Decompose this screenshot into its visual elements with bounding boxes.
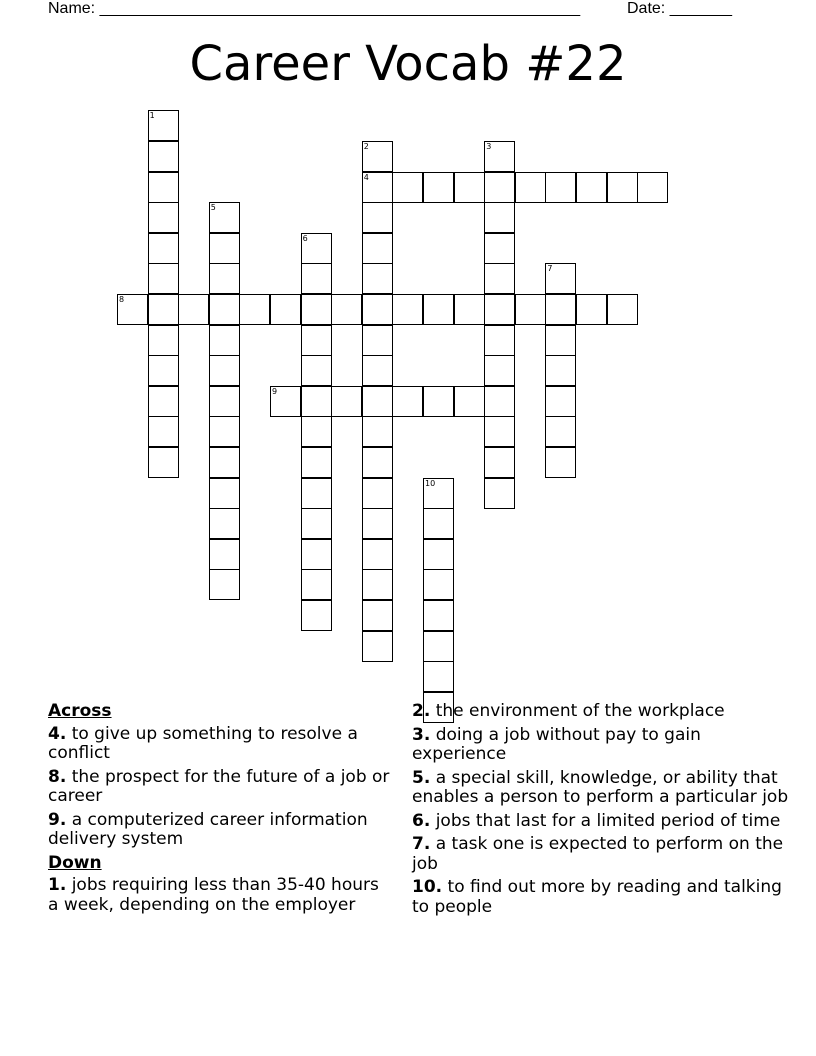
grid-cell[interactable] [362, 355, 393, 386]
grid-cell[interactable] [423, 539, 454, 570]
clue-text: a special skill, knowledge, or ability that enables a person to perform a particular job [412, 767, 789, 807]
grid-cell[interactable] [454, 386, 485, 417]
grid-cell[interactable] [148, 355, 179, 386]
grid-cell[interactable] [607, 172, 638, 203]
cell-number: 4 [363, 172, 369, 182]
clue-text: a computerized career information delivery system [48, 809, 368, 849]
clue-number: 10. [412, 877, 443, 897]
grid-cell[interactable] [423, 478, 454, 509]
grid-cell[interactable] [484, 263, 515, 294]
grid-cell[interactable] [148, 172, 179, 203]
grid-cell[interactable] [301, 600, 332, 631]
grid-cell[interactable] [454, 294, 485, 325]
grid-cell[interactable] [148, 110, 179, 141]
grid-cell[interactable] [239, 294, 270, 325]
clue-number: 5. [412, 767, 431, 788]
cell-number: 10 [425, 478, 436, 488]
grid-cell[interactable] [301, 233, 332, 264]
grid-cell[interactable] [270, 386, 301, 417]
cell-number: 1 [149, 111, 155, 121]
grid-cell[interactable] [484, 447, 515, 478]
down-clue-2 [412, 702, 792, 722]
clue-text: jobs requiring less than 35-40 hours a week, depending on the employer [48, 875, 379, 915]
grid-cell[interactable] [209, 416, 240, 447]
puzzle-title: Career Vocab #22 [189, 36, 627, 92]
date-field-label: Date: _______ [627, 0, 732, 17]
grid-cell[interactable] [545, 172, 576, 203]
grid-cell[interactable] [545, 447, 576, 478]
grid-cell[interactable] [301, 447, 332, 478]
grid-cell[interactable] [484, 325, 515, 356]
grid-cell[interactable] [209, 355, 240, 386]
grid-cell[interactable] [148, 386, 179, 417]
grid-cell[interactable] [331, 294, 362, 325]
grid-cell[interactable] [148, 141, 179, 172]
grid-cell[interactable] [362, 478, 393, 509]
grid-cell[interactable] [484, 478, 515, 509]
grid-cell[interactable] [484, 202, 515, 233]
down-clue-1 [48, 876, 393, 915]
cell-number: 9 [272, 386, 278, 396]
grid-cell[interactable] [423, 569, 454, 600]
clues-right-column [412, 702, 792, 921]
grid-cell[interactable] [301, 263, 332, 294]
cell-number: 2 [363, 142, 369, 151]
down-clue-5 [412, 769, 792, 808]
grid-cell[interactable] [209, 569, 240, 600]
grid-cell[interactable] [148, 447, 179, 478]
grid-cell[interactable] [484, 172, 515, 203]
clue-number: 2. [412, 701, 431, 721]
clue-number: 4. [48, 723, 67, 744]
grid-cell[interactable] [148, 416, 179, 447]
grid-cell[interactable] [545, 355, 576, 386]
grid-cell[interactable] [545, 294, 576, 325]
cell-number: 6 [302, 233, 308, 243]
grid-cell[interactable] [545, 386, 576, 417]
grid-cell[interactable] [148, 294, 179, 325]
grid-cell[interactable] [423, 508, 454, 539]
grid-cell[interactable] [392, 172, 423, 203]
grid-cell[interactable] [362, 386, 393, 417]
across-clue-9 [48, 811, 393, 850]
grid-cell[interactable] [270, 294, 301, 325]
grid-cell[interactable] [362, 202, 393, 233]
grid-cell[interactable] [362, 172, 393, 203]
across-clue-8 [48, 768, 393, 807]
grid-cell[interactable] [545, 325, 576, 356]
grid-cell[interactable] [209, 508, 240, 539]
grid-cell[interactable] [484, 355, 515, 386]
grid-cell[interactable] [209, 386, 240, 417]
grid-cell[interactable] [301, 478, 332, 509]
down-clue-6 [412, 812, 792, 832]
grid-cell[interactable] [515, 294, 546, 325]
grid-cell[interactable] [607, 294, 638, 325]
grid-cell[interactable] [148, 263, 179, 294]
clue-text: the environment of the workplace [435, 701, 725, 721]
grid-cell[interactable] [515, 172, 546, 203]
clue-number: 3. [412, 724, 431, 745]
grid-cell[interactable] [209, 294, 240, 325]
clue-text: jobs that last for a limited period of time [435, 810, 781, 831]
grid-cell[interactable] [209, 539, 240, 570]
grid-cell[interactable] [454, 172, 485, 203]
grid-cell[interactable] [392, 294, 423, 325]
grid-cell[interactable] [301, 355, 332, 386]
grid-cell[interactable] [117, 294, 148, 325]
grid-cell[interactable] [576, 294, 607, 325]
grid-cell[interactable] [362, 569, 393, 600]
cell-number: 3 [486, 142, 492, 151]
grid-cell[interactable] [362, 539, 393, 570]
clue-text: doing a job without pay to gain experience [412, 724, 701, 764]
grid-cell[interactable] [301, 508, 332, 539]
grid-cell[interactable] [362, 263, 393, 294]
clue-text: to give up something to resolve a conflict [48, 723, 358, 763]
grid-cell[interactable] [484, 294, 515, 325]
clue-text: a task one is expected to perform on the job [412, 834, 784, 874]
cell-number: 7 [547, 264, 553, 274]
cell-number: 5 [210, 203, 216, 213]
down-clue-7 [412, 835, 792, 874]
grid-cell[interactable] [423, 661, 454, 692]
grid-cell[interactable] [484, 233, 515, 264]
across-clue-4 [48, 725, 393, 764]
grid-cell[interactable] [484, 141, 515, 172]
grid-cell[interactable] [209, 447, 240, 478]
grid-cell[interactable] [301, 416, 332, 447]
grid-cell[interactable] [362, 141, 393, 172]
clue-text: to find out more by reading and talking to people [412, 877, 782, 917]
grid-cell[interactable] [148, 202, 179, 233]
grid-cell[interactable] [362, 233, 393, 264]
across-heading: Across [48, 701, 112, 721]
grid-cell[interactable] [545, 416, 576, 447]
grid-cell[interactable] [423, 386, 454, 417]
clue-number: 7. [412, 834, 431, 854]
grid-cell[interactable] [362, 508, 393, 539]
clue-number: 6. [412, 810, 431, 831]
grid-cell[interactable] [362, 447, 393, 478]
grid-cell[interactable] [209, 233, 240, 264]
grid-cell[interactable] [209, 478, 240, 509]
grid-cell[interactable] [301, 325, 332, 356]
grid-cell[interactable] [423, 294, 454, 325]
grid-cell[interactable] [148, 233, 179, 264]
grid-cell[interactable] [148, 325, 179, 356]
grid-cell[interactable] [423, 600, 454, 631]
grid-cell[interactable] [637, 172, 668, 203]
grid-cell[interactable] [484, 386, 515, 417]
grid-cell[interactable] [178, 294, 209, 325]
grid-cell[interactable] [209, 263, 240, 294]
grid-cell[interactable] [301, 294, 332, 325]
grid-cell[interactable] [545, 263, 576, 294]
clue-text: the prospect for the future of a job or career [48, 766, 390, 806]
grid-cell[interactable] [362, 600, 393, 631]
cell-number: 8 [119, 295, 125, 304]
grid-cell[interactable] [362, 631, 393, 662]
down-clue-10 [412, 878, 792, 917]
grid-cell[interactable] [301, 386, 332, 417]
clue-number: 9. [48, 809, 67, 830]
grid-cell[interactable] [362, 294, 393, 325]
grid-cell[interactable] [392, 386, 423, 417]
grid-cell[interactable] [362, 416, 393, 447]
grid-cell[interactable] [301, 539, 332, 570]
grid-cell[interactable] [209, 202, 240, 233]
grid-cell[interactable] [423, 172, 454, 203]
grid-cell[interactable] [362, 325, 393, 356]
clues-left-column [48, 702, 393, 919]
name-field-label: Name: ______________________________________________________ [48, 0, 581, 17]
down-heading: Down [48, 852, 102, 873]
grid-cell[interactable] [484, 416, 515, 447]
down-clue-3 [412, 726, 792, 765]
grid-cell[interactable] [423, 631, 454, 662]
grid-cell[interactable] [331, 386, 362, 417]
grid-cell[interactable] [209, 325, 240, 356]
clue-number: 1. [48, 875, 67, 895]
grid-cell[interactable] [576, 172, 607, 203]
clue-number: 8. [48, 766, 67, 787]
grid-cell[interactable] [301, 569, 332, 600]
